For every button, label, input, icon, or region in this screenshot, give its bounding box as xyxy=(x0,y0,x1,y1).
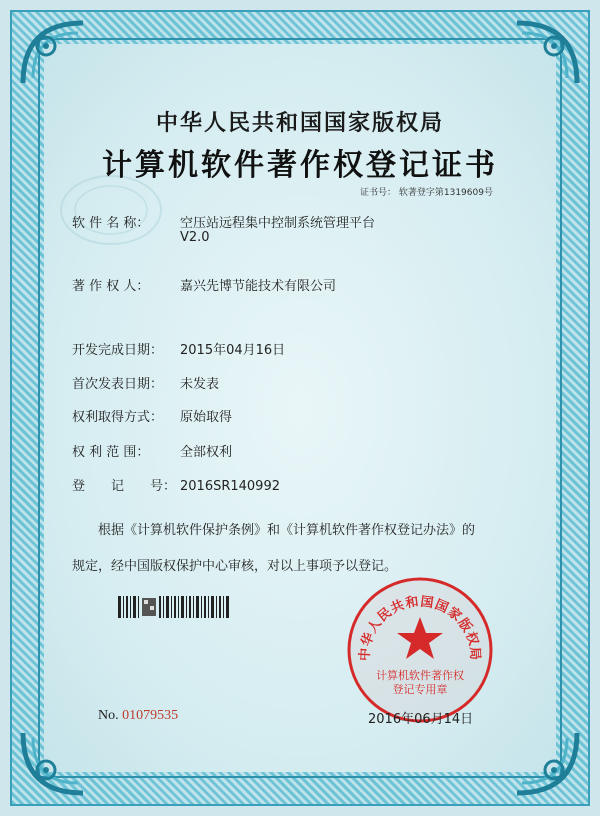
barcode-icon xyxy=(118,596,230,618)
corner-ornament-icon xyxy=(18,18,88,88)
owner-row xyxy=(72,275,336,294)
scope-row xyxy=(72,441,232,460)
software-name-label: 软 件 名 称： xyxy=(72,216,150,231)
first-publish-row xyxy=(72,373,219,392)
registration-number-label: 登 记 号： xyxy=(72,479,177,494)
software-name-row xyxy=(72,212,375,231)
scope-label: 权 利 范 围： xyxy=(72,445,150,460)
first-publish-value: 未发表 xyxy=(180,377,220,392)
registration-number-row xyxy=(72,475,280,494)
seal-outer-text: 中华人民共和国国家版权局 xyxy=(357,594,483,662)
certificate-number: 证书号： 软著登字第1319609号 xyxy=(360,188,493,198)
serial-number xyxy=(98,708,178,724)
acquisition-row xyxy=(72,406,232,425)
corner-ornament-icon xyxy=(512,728,582,798)
serial-value: 01079535 xyxy=(122,708,179,723)
statement-line-2: 规定，经中国版权保护中心审核，对以上事项予以登记。 xyxy=(72,559,398,574)
corner-ornament-icon xyxy=(18,728,88,798)
completion-date-row xyxy=(72,339,285,358)
seal-line-1: 计算机软件著作权 xyxy=(376,669,464,682)
corner-ornament-icon xyxy=(512,18,582,88)
scope-value: 全部权利 xyxy=(180,445,233,460)
first-publish-label: 首次发表日期： xyxy=(72,377,164,392)
completion-date-value: 2015年04月16日 xyxy=(180,343,286,358)
software-name-value: 空压站远程集中控制系统管理平台 xyxy=(180,216,376,231)
statement-line-1: 根据《计算机软件保护条例》和《计算机软件著作权登记办法》的 xyxy=(98,523,476,538)
completion-date-label: 开发完成日期： xyxy=(72,343,164,358)
software-version: V2.0 xyxy=(180,230,210,245)
official-seal xyxy=(345,575,495,725)
registration-number-value: 2016SR140992 xyxy=(180,479,280,494)
owner-label: 著 作 权 人： xyxy=(72,279,150,294)
serial-prefix: No. xyxy=(98,708,119,723)
certificate-title: 计算机软件著作权登记证书 xyxy=(102,148,498,183)
seal-line-2: 登记专用章 xyxy=(392,683,448,696)
issue-date: 2016年06月14日 xyxy=(368,712,474,727)
acquisition-value: 原始取得 xyxy=(180,410,233,425)
owner-value: 嘉兴先博节能技术有限公司 xyxy=(180,279,337,294)
acquisition-label: 权利取得方式： xyxy=(72,410,164,425)
issuer-title: 中华人民共和国国家版权局 xyxy=(155,110,444,136)
